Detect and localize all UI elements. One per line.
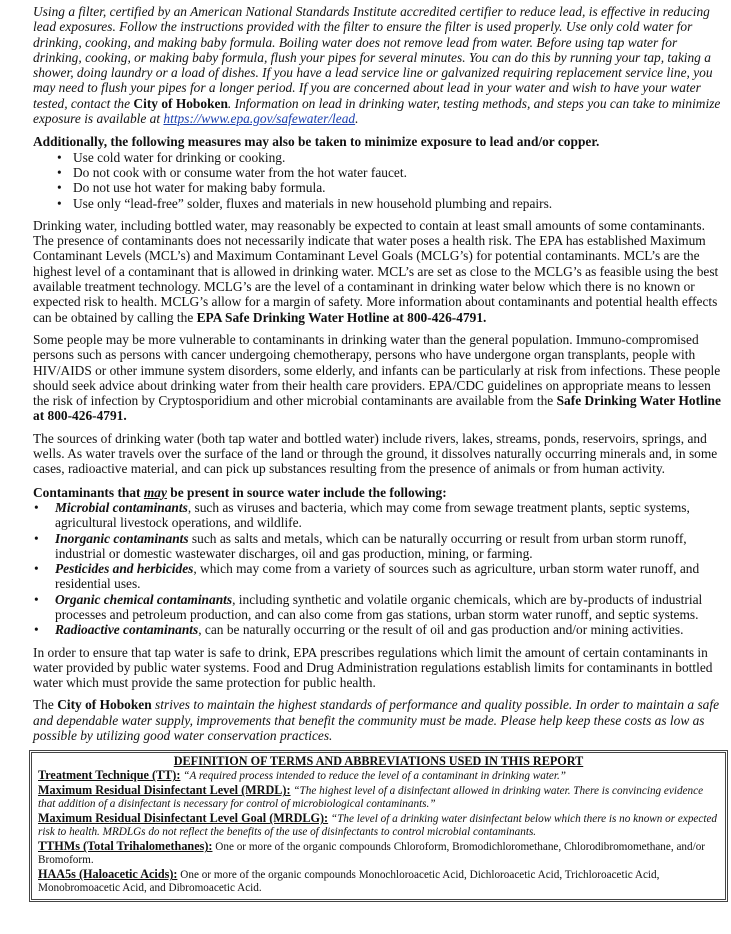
intro-text-after: . Information on lead in drinking water, testing methods, and steps you can take to minimize exposure is available at	[33, 95, 721, 127]
definitions-box	[29, 750, 728, 902]
contaminant-text: , such as viruses and bacteria, which may come from sewage treatment plants, septic systems, agricultural livestock operations, and wildlife.	[55, 499, 690, 531]
definition-row	[38, 784, 719, 811]
closing-text: strives to maintain the highest standards of performance and quality possible. In order to maintain a safe and dependable water supply, improvements that benefit the community must be made. Please help keep these costs as low as possible by utilizing good water conservation practices.	[33, 697, 720, 744]
list-item	[33, 196, 724, 211]
definition-row	[38, 868, 719, 895]
definition-text: “The highest level of a disinfectant allowed in drinking water. There is convincing evidence that addition of a disinfectant is necessary for control of microbiological contaminants.”	[38, 785, 704, 811]
bullet-icon: •	[34, 622, 39, 638]
sources-paragraph: The sources of drinking water (both tap water and bottled water) include rivers, lakes, streams, ponds, reservoirs, springs, and wells. As water travels over the surface of the land or through the ground, it dissolves naturally occurring minerals and, in some cases, radioactive material, and can pick up substances resulting from the presence of animals or from human activity.	[33, 430, 718, 477]
contaminant-text: , which may come from a variety of sources such as agriculture, urban storm water runoff, and residential uses.	[55, 561, 700, 592]
measures-heading: Additionally, the following measures may also be taken to minimize exposure to lead and/or copper.	[33, 134, 600, 150]
bullet-icon: •	[57, 149, 62, 165]
heading-may: may	[143, 484, 167, 500]
bullet-icon: •	[34, 561, 39, 577]
bullet-icon: •	[34, 530, 39, 546]
contaminant-text: , can be naturally occurring or the result of oil and gas production and/or mining activities.	[198, 622, 684, 638]
list-item-text: Use cold water for drinking or cooking.	[73, 149, 286, 165]
definition-term: Treatment Technique (TT):	[38, 768, 181, 783]
definition-term: HAA5s (Haloacetic Acids):	[38, 867, 178, 882]
city-name: City of Hoboken	[133, 95, 228, 111]
list-item	[33, 531, 724, 562]
epa-lead-link[interactable]: https://www.epa.gov/safewater/lead	[163, 111, 356, 127]
definition-term: Maximum Residual Disinfectant Level (MRDL):	[38, 783, 291, 798]
vulnerable-paragraph	[33, 332, 724, 424]
list-item	[33, 561, 724, 592]
list-item-text: Do not cook with or consume water from the hot water faucet.	[73, 164, 407, 180]
safe-drinking-hotline: Safe Drinking Water Hotline at 800-426-4791.	[33, 393, 721, 424]
closing-paragraph	[33, 697, 724, 743]
intro-text: Using a filter, certified by an American National Standards Institute accredited certifier to reduce lead, is effective in reducing lead exposures. Follow the instructions provided with the filter to ensure the filter is used properly. Use only cold water for drinking, cooking, and making baby formula. Boiling water does not remove lead from water. Before using tap water for drinking, cooking, or making baby formula, flush your pipes for several minutes. You can do this by running your tap, taking a shower, doing laundry or a load of dishes. If you have a lead service line or galvanized requiring replacement service line, you may need to flush your pipes for a longer period. If you are concerned about lead in your water and wish to have your water tested, contact the	[33, 4, 713, 111]
contaminant-term: Organic chemical contaminants	[55, 591, 233, 607]
definition-text: “The level of a drinking water disinfectant below which there is no known or expected risk to health. MRDLGs do not reflect the benefits of the use of disinfectants to control microbial contaminants.	[38, 813, 718, 839]
definition-text: One or more of the organic compounds Chloroform, Bromodichloromethane, Chlorodibromomethane, and/or Bromoform.	[38, 841, 706, 867]
list-item	[33, 180, 724, 195]
definition-term: TTHMs (Total Trihalomethanes):	[38, 839, 213, 854]
definition-text: One or more of the organic compounds Monochloroacetic Acid, Dichloroacetic Acid, Trichloroacetic Acid, Monobromoacetic Acid, and Dibromoacetic Acid.	[38, 869, 660, 895]
bullet-icon: •	[57, 164, 62, 180]
list-item	[33, 500, 724, 531]
bullet-icon: •	[34, 591, 39, 607]
epa-hotline: EPA Safe Drinking Water Hotline at 800-426-4791.	[196, 309, 487, 325]
contaminants-heading	[33, 485, 724, 500]
bullet-icon: •	[57, 180, 62, 196]
definition-row	[38, 812, 719, 839]
definition-text: “A required process intended to reduce the level of a contaminant in drinking water.”	[183, 770, 567, 783]
measures-list	[33, 150, 724, 211]
closing-city: City of Hoboken	[57, 697, 152, 713]
contaminant-term: Inorganic contaminants	[55, 530, 189, 546]
list-item	[33, 592, 724, 623]
heading-part: be present in source water include the following:	[170, 484, 447, 500]
bullet-icon: •	[57, 195, 62, 211]
definition-term: Maximum Residual Disinfectant Level Goal (MRDLG):	[38, 811, 329, 826]
list-item	[33, 622, 724, 637]
contaminant-term: Radioactive contaminants	[55, 622, 199, 638]
drinking-text: Drinking water, including bottled water, may reasonably be expected to contain at least small amounts of some contaminants. The presence of contaminants does not necessarily indicate that water poses a health risk. The EPA has established Maximum Contaminant Levels (MCL’s) and Maximum Contaminant Level Goals (MCLG’s) for potential contaminants. MCL’s are the highest level of a contaminant that is allowed in drinking water. MCL’s are set as close to the MCLG’s as feasible using the best available treatment technology. MCLG’s are the level of a contaminant in drinking water below which there is no known or expected risk to health. MCLG’s allow for a margin of safety. More information about contaminants and potential health effects can be obtained by calling the	[33, 217, 719, 325]
drinking-water-paragraph	[33, 218, 724, 325]
heading-part: Contaminants that	[33, 484, 141, 500]
intro-end: .	[355, 111, 359, 127]
contaminant-text: , including synthetic and volatile organic chemicals, which are by-products of industrial processes and petroleum production, and can also come from gas stations, urban storm water runoff, and septic systems.	[55, 591, 703, 622]
contaminant-term: Pesticides and herbicides	[55, 561, 194, 577]
definition-row	[38, 769, 719, 783]
contaminant-term: Microbial contaminants	[55, 499, 188, 515]
definitions-title: DEFINITION OF TERMS AND ABBREVIATIONS USED IN THIS REPORT	[173, 754, 584, 769]
list-item	[33, 165, 724, 180]
regulations-paragraph: In order to ensure that tap water is safe to drink, EPA prescribes regulations which limit the amount of certain contaminants in water provided by public water systems. Food and Drug Administration regulations establish limits for contaminants in bottled water which must provide the same protection for public health.	[33, 644, 713, 691]
list-item	[33, 150, 724, 165]
vulnerable-text: Some people may be more vulnerable to contaminants in drinking water than the general population. Immuno-compromised persons such as persons with cancer undergoing chemotherapy, persons who have undergone organ transplants, people with HIV/AIDS or other immune system disorders, some elderly, and infants can be particularly at risk from infections. These people should seek advice about drinking water from their health care providers. EPA/CDC guidelines on appropriate means to lessen the risk of infection by Cryptosporidium and other microbial contaminants are available from the	[33, 331, 721, 409]
lead-filter-paragraph	[33, 0, 724, 126]
closing-the: The	[33, 697, 54, 713]
bullet-icon: •	[34, 499, 39, 515]
contaminant-text: such as salts and metals, which can be naturally occurring or result from urban storm runoff, industrial or domestic wastewater discharges, oil and gas production, mining, or farming.	[55, 530, 687, 561]
definition-row	[38, 840, 719, 867]
list-item-text: Use only “lead-free” solder, fluxes and materials in new household plumbing and repairs.	[73, 195, 553, 211]
contaminants-list	[33, 500, 724, 638]
list-item-text: Do not use hot water for making baby formula.	[73, 180, 326, 196]
